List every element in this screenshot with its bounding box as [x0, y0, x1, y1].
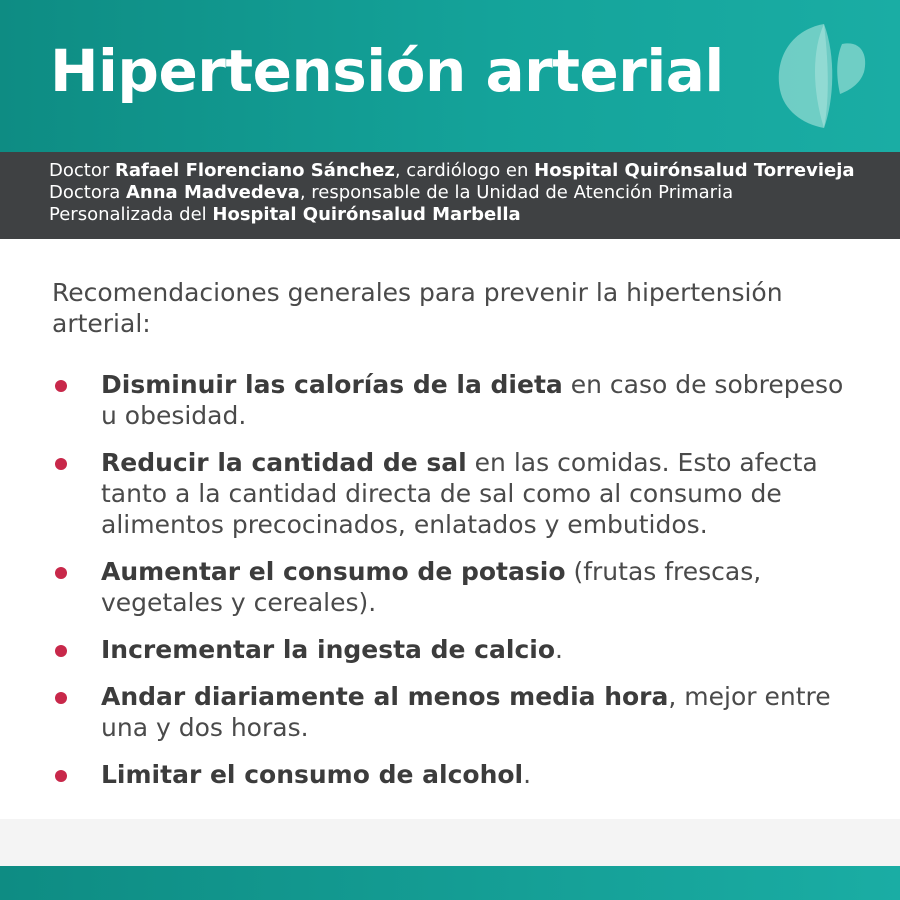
recommendation-item — [0, 369, 900, 431]
author-name: Anna Madvedeva — [126, 182, 300, 203]
author-line — [49, 160, 880, 182]
bullet-icon — [55, 645, 67, 657]
recommendation-highlight: Limitar el consumo de alcohol — [101, 760, 524, 789]
author-text: Personalizada del — [49, 204, 213, 225]
author-name: Rafael Florenciano Sánchez — [114, 160, 395, 181]
header-banner — [0, 0, 900, 152]
footer-bar — [0, 866, 900, 900]
bullet-icon — [55, 567, 67, 579]
content-panel — [0, 239, 900, 819]
bullet-icon — [55, 458, 67, 470]
recommendation-highlight: Incrementar la ingesta de calcio — [101, 635, 556, 664]
recommendation-text: . — [523, 760, 532, 789]
recommendation-text: en las comidas. Esto afecta tanto a la cantidad directa de sal como al consumo de alimentos precocinados, enlatados y embutidos. — [101, 448, 818, 539]
intro-text: Recomendaciones generales para prevenir la hipertensión arterial: — [52, 278, 783, 338]
bullet-icon — [55, 770, 67, 782]
recommendation-item — [0, 681, 900, 743]
page-title: Hipertensión arterial — [50, 37, 724, 105]
author-text: , responsable de la Unidad de Atención Primaria — [299, 182, 734, 203]
bullet-icon — [55, 692, 67, 704]
recommendations-list — [0, 369, 900, 806]
recommendation-item — [0, 556, 900, 618]
recommendation-item — [0, 759, 900, 790]
bullet-icon — [55, 380, 67, 392]
author-line — [49, 204, 880, 226]
recommendation-item — [0, 447, 900, 540]
authors-bar — [0, 152, 900, 239]
recommendation-text: (frutas frescas, vegetales y cereales). — [101, 557, 762, 617]
recommendation-highlight: Disminuir las calorías de la dieta — [101, 370, 563, 399]
recommendation-item — [0, 634, 900, 665]
recommendation-highlight: Reducir la cantidad de sal — [101, 448, 467, 477]
recommendation-highlight: Aumentar el consumo de potasio — [101, 557, 566, 586]
author-text: Doctor — [49, 160, 115, 181]
recommendation-text: en caso de sobrepeso u obesidad. — [101, 370, 844, 430]
recommendation-text: , mejor entre una y dos horas. — [101, 682, 831, 742]
quironsalud-leaf-logo-icon — [772, 20, 872, 130]
author-text: , cardiólogo en — [394, 160, 535, 181]
recommendation-highlight: Andar diariamente al menos media hora — [101, 682, 669, 711]
recommendation-text: . — [555, 635, 563, 664]
hospital-name: Hospital Quirónsalud Marbella — [212, 204, 521, 225]
hospital-name: Hospital Quirónsalud Torrevieja — [534, 160, 855, 181]
author-line — [49, 182, 880, 204]
author-text: Doctora — [49, 182, 126, 203]
